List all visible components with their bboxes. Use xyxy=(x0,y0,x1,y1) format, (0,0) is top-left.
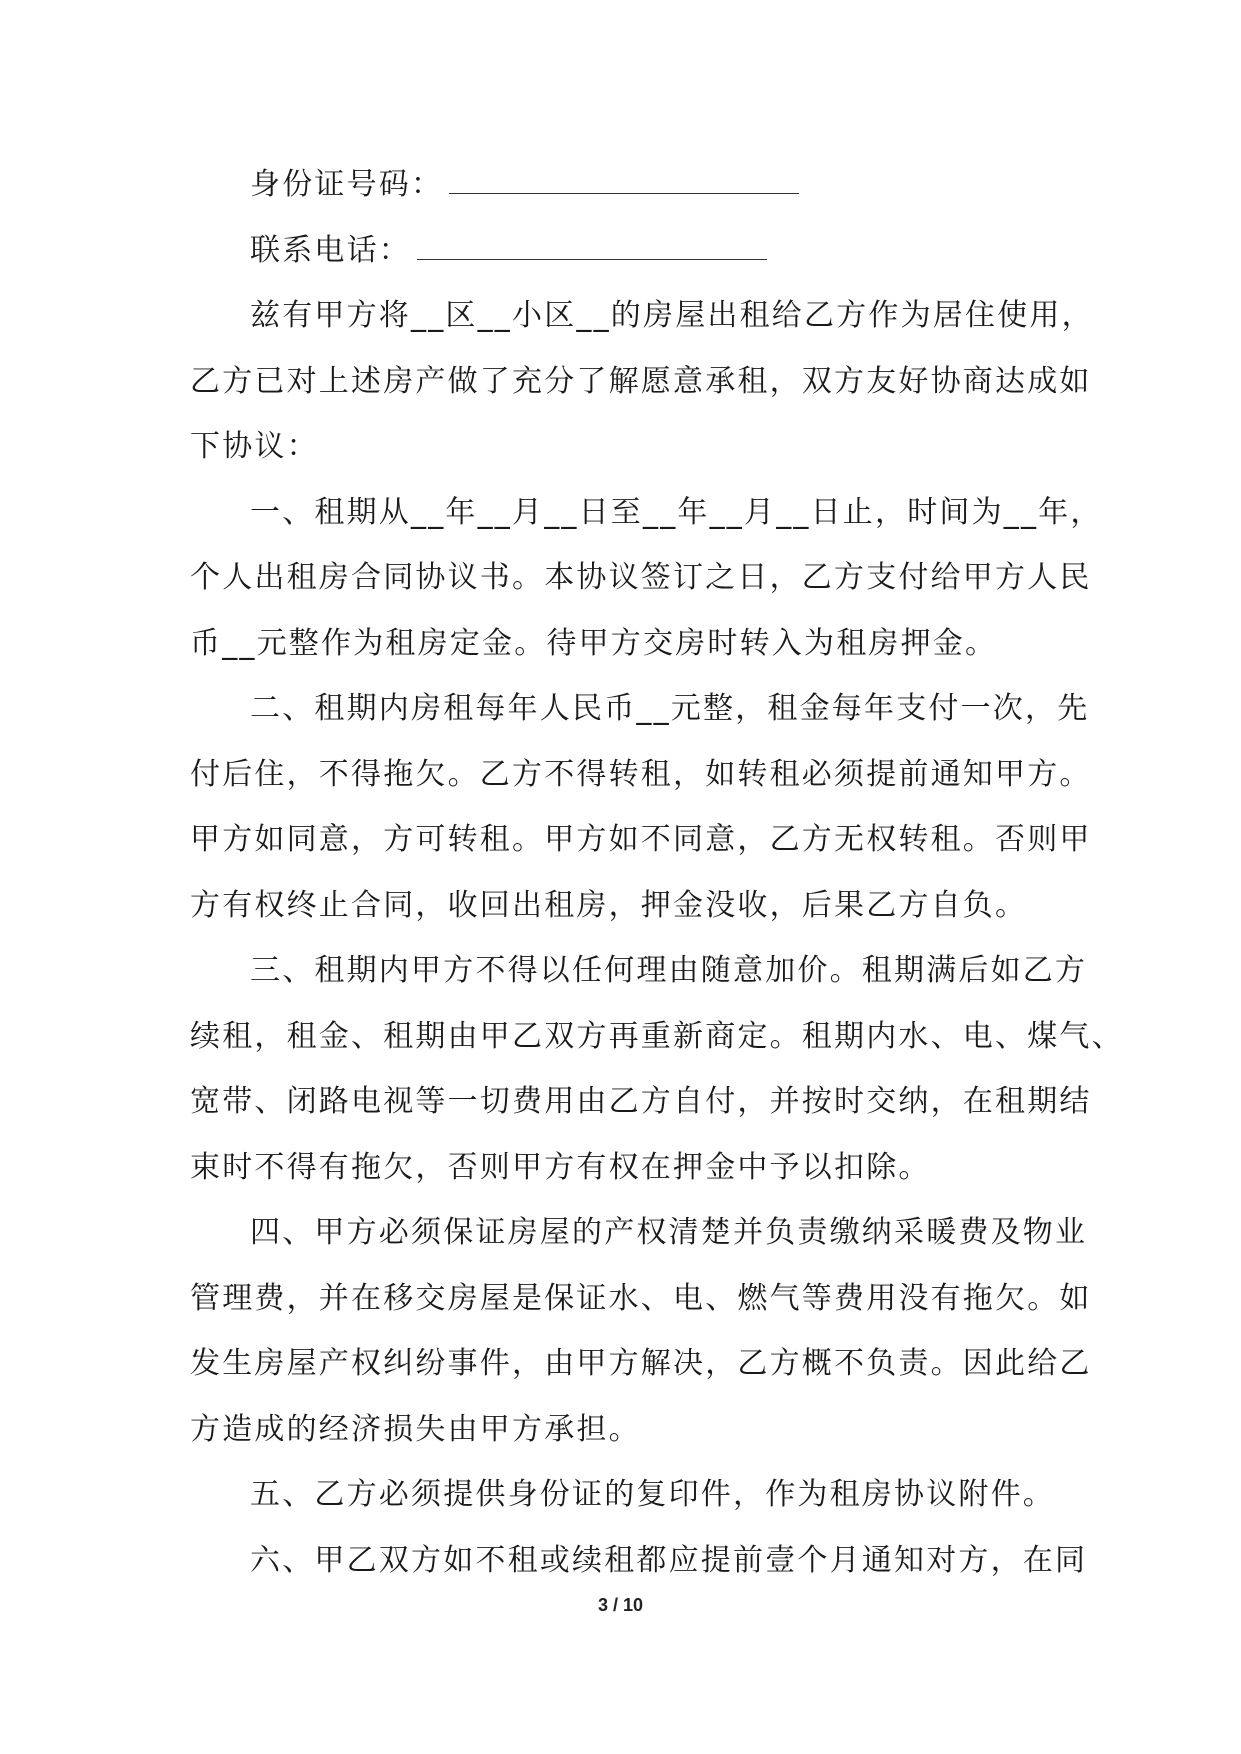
page-number: 3 / 10 xyxy=(597,1595,644,1615)
phone-blank xyxy=(417,231,767,260)
text-line: 币__元整作为租房定金。待甲方交房时转入为租房押金。 xyxy=(190,626,998,661)
text-line: 宽带、闭路电视等一切费用由乙方自付，并按时交纳，在租期结 xyxy=(190,1084,1092,1119)
id-number-blank xyxy=(449,165,799,194)
text-line: 方有权终止合同，收回出租房，押金没收，后果乙方自负。 xyxy=(190,888,1028,923)
text-line: 二、租期内房租每年人民币__元整，租金每年支付一次，先 xyxy=(250,691,1090,726)
text-line: 六、甲乙双方如不租或续租都应提前壹个月通知对方，在同 xyxy=(250,1543,1088,1578)
text-line: 兹有甲方将__区__小区__的房屋出租给乙方作为居住使用， xyxy=(250,298,1094,333)
text-line: 乙方已对上述房产做了充分了解愿意承租，双方友好协商达成如 xyxy=(190,364,1092,399)
phone-line xyxy=(250,231,1130,271)
text-line: 束时不得有拖欠，否则甲方有权在押金中予以扣除。 xyxy=(190,1150,931,1185)
text-line: 四、甲方必须保证房屋的产权清楚并负责缴纳采暖费及物业 xyxy=(250,1215,1088,1250)
text-line: 五、乙方必须提供身份证的复印件，作为租房协议附件。 xyxy=(250,1477,1055,1512)
text-line: 管理费，并在移交房屋是保证水、电、燃气等费用没有拖欠。如 xyxy=(190,1281,1092,1316)
text-line: 续租，租金、租期由甲乙双方再重新商定。租期内水、电、煤气、 xyxy=(190,1019,1124,1054)
text-line: 发生房屋产权纠纷事件，由甲方解决，乙方概不负责。因此给乙 xyxy=(190,1346,1092,1381)
text-line: 方造成的经济损失由甲方承担。 xyxy=(190,1412,641,1447)
phone-label: 联系电话： xyxy=(250,233,411,268)
text-line: 三、租期内甲方不得以任何理由随意加价。租期满后如乙方 xyxy=(250,953,1088,988)
id-number-line xyxy=(250,165,1130,205)
text-line: 付后住，不得拖欠。乙方不得转租，如转租必须提前通知甲方。 xyxy=(190,757,1092,792)
id-number-label: 身份证号码： xyxy=(250,167,444,202)
text-line: 一、租期从__年__月__日至__年__月__日止，时间为__年， xyxy=(250,495,1103,530)
text-line: 个人出租房合同协议书。本协议签订之日，乙方支付给甲方人民 xyxy=(190,560,1092,595)
text-line: 下协议： xyxy=(190,429,319,464)
text-line: 甲方如同意，方可转租。甲方如不同意，乙方无权转租。否则甲 xyxy=(190,822,1092,857)
